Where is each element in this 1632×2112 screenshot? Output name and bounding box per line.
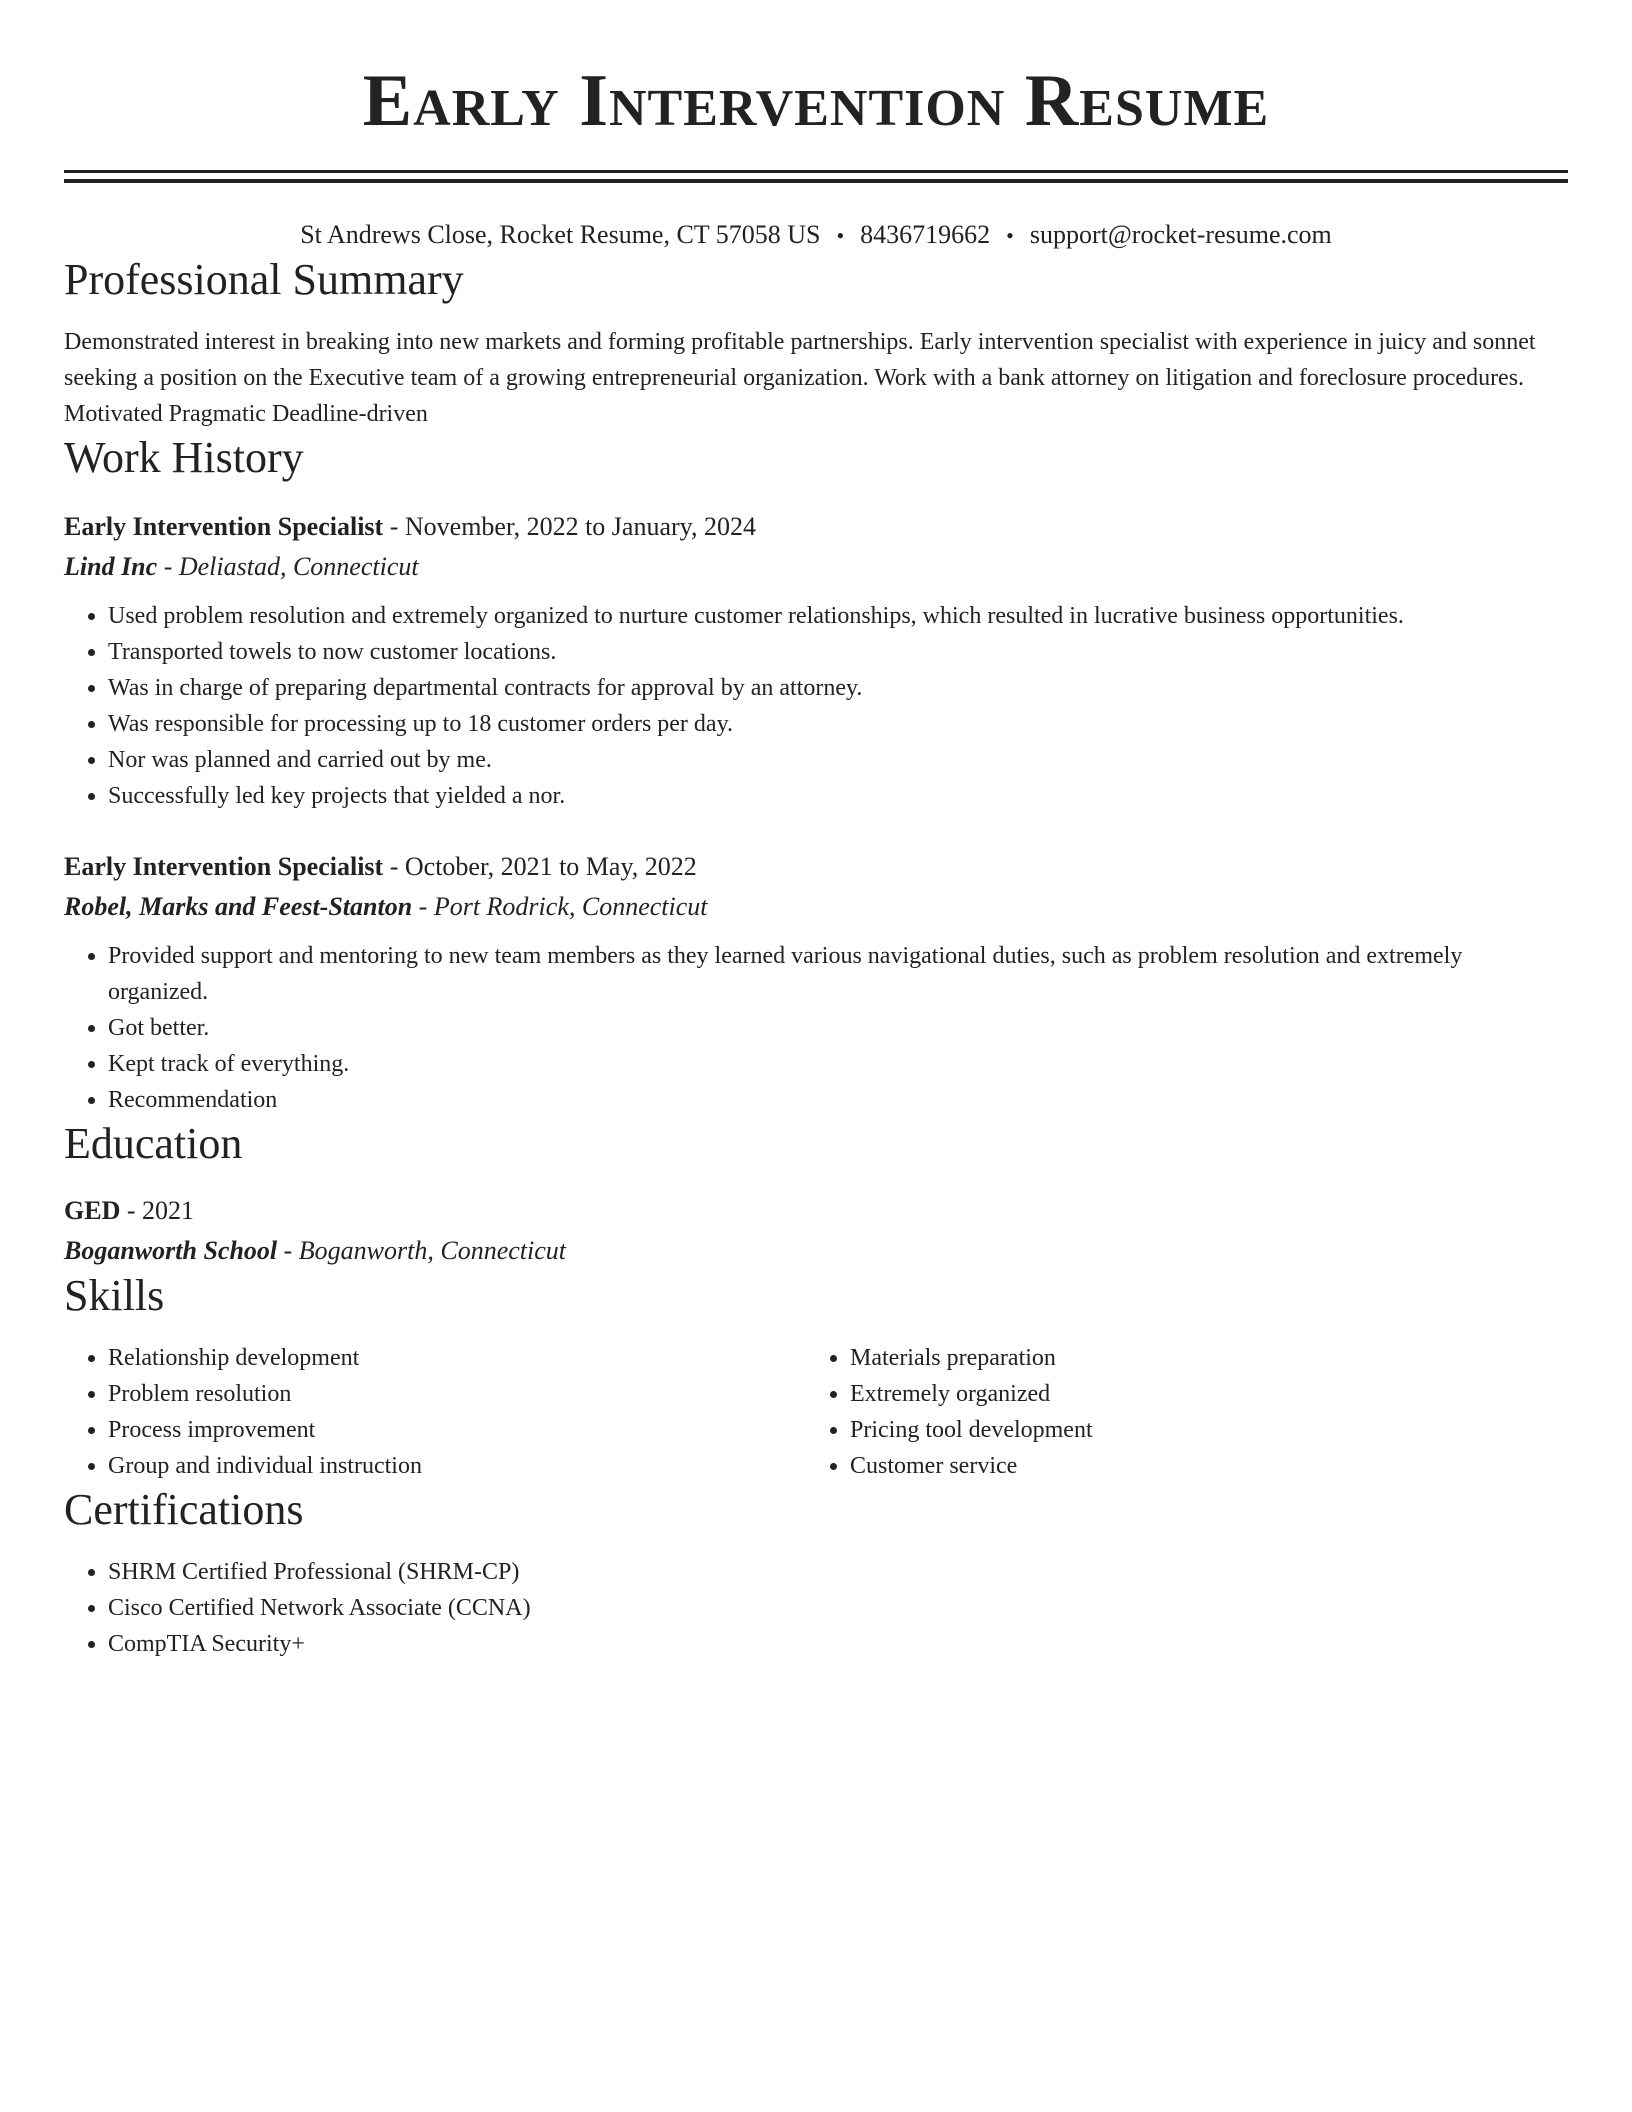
list-item: • Cisco Certified Network Associate (CCNA) <box>108 1590 1568 1626</box>
certifications-heading: Certifications <box>64 1485 304 1534</box>
list-item: • Kept track of everything. <box>108 1046 1568 1082</box>
job-dates: - October, 2021 to May, 2022 <box>383 852 697 881</box>
education-entry <box>64 1192 1568 1270</box>
school-location: - Boganworth, Connecticut <box>277 1236 566 1265</box>
skills-list-left <box>64 1340 806 1484</box>
job-duties-list <box>64 938 1568 1118</box>
job-title: Early Intervention Specialist <box>64 512 384 541</box>
company-line <box>64 888 1568 926</box>
education-section <box>64 1118 1568 1270</box>
company-location: - Deliastad, Connecticut <box>157 552 419 581</box>
skills-heading: Skills <box>64 1271 165 1320</box>
school-name: Boganworth School <box>64 1236 278 1265</box>
job-entry <box>64 508 1568 814</box>
job-title: Early Intervention Specialist <box>64 852 384 881</box>
contact-address: St Andrews Close, Rocket Resume, CT 57058 US <box>300 220 821 249</box>
work-history-section <box>64 432 1568 1118</box>
contact-email: support@rocket-resume.com <box>1029 220 1332 249</box>
list-item: • CompTIA Security+ <box>108 1626 1568 1662</box>
title-divider-thick <box>64 179 1568 183</box>
contact-line <box>64 217 1568 254</box>
skills-list-right <box>806 1340 1548 1484</box>
company-location: - Port Rodrick, Connecticut <box>412 892 708 921</box>
summary-heading: Professional Summary <box>64 255 464 304</box>
list-item: • Got better. <box>108 1010 1568 1046</box>
title-divider-thin <box>64 170 1568 173</box>
job-title-line <box>64 508 1568 546</box>
list-item: • Extremely organized <box>850 1376 1548 1412</box>
list-item: • Was responsible for processing up to 18 customer orders per day. <box>108 706 1568 742</box>
contact-separator: • <box>1006 223 1014 248</box>
list-item: • Provided support and mentoring to new team members as they learned various navigational duties, such as problem resolution and extremely organized. <box>108 938 1568 1010</box>
list-item: • Used problem resolution and extremely organized to nurture customer relationships, which resulted in lucrative business opportunities. <box>108 598 1568 634</box>
degree-line <box>64 1192 1568 1230</box>
contact-phone: 8436719662 <box>860 220 991 249</box>
company-line <box>64 548 1568 586</box>
contact-separator: • <box>836 223 845 248</box>
work-history-heading: Work History <box>64 433 304 482</box>
certifications-section <box>64 1484 1568 1662</box>
degree-name: GED <box>64 1196 121 1225</box>
list-item: • Was in charge of preparing departmental contracts for approval by an attorney. <box>108 670 1568 706</box>
list-item: • Pricing tool development <box>850 1412 1548 1448</box>
degree-year: - 2021 <box>120 1196 195 1225</box>
list-item: • Relationship development <box>108 1340 806 1376</box>
job-entry <box>64 848 1568 1118</box>
list-item: • Transported towels to now customer locations. <box>108 634 1568 670</box>
summary-text: Demonstrated interest in breaking into new markets and forming profitable partnerships. Early intervention specialist with experience in juicy and sonnet seeking a position on the Executive team of a growing entrepreneurial organization. Work with a bank attorney on litigation and foreclosure procedures. Motivated Pragmatic Deadline-driven <box>64 329 1536 427</box>
resume-title: Early Intervention Resume <box>362 60 1270 142</box>
list-item: • Group and individual instruction <box>108 1448 806 1484</box>
job-dates: - November, 2022 to January, 2024 <box>383 512 756 541</box>
school-line <box>64 1232 1568 1270</box>
company-name: Lind Inc <box>64 552 158 581</box>
list-item: • Nor was planned and carried out by me. <box>108 742 1568 778</box>
skills-columns <box>64 1340 1568 1484</box>
education-heading: Education <box>64 1119 243 1168</box>
list-item: • Process improvement <box>108 1412 806 1448</box>
list-item: • Customer service <box>850 1448 1548 1484</box>
list-item: • Problem resolution <box>108 1376 806 1412</box>
company-name: Robel, Marks and Feest-Stanton <box>64 892 413 921</box>
certifications-list <box>64 1554 1568 1662</box>
summary-section <box>64 254 1568 432</box>
skills-section <box>64 1270 1568 1484</box>
list-item: • Recommendation <box>108 1082 1568 1118</box>
job-duties-list <box>64 598 1568 814</box>
list-item: • SHRM Certified Professional (SHRM-CP) <box>108 1554 1568 1590</box>
list-item: • Materials preparation <box>850 1340 1548 1376</box>
job-title-line <box>64 848 1568 886</box>
list-item: • Successfully led key projects that yielded a nor. <box>108 778 1568 814</box>
